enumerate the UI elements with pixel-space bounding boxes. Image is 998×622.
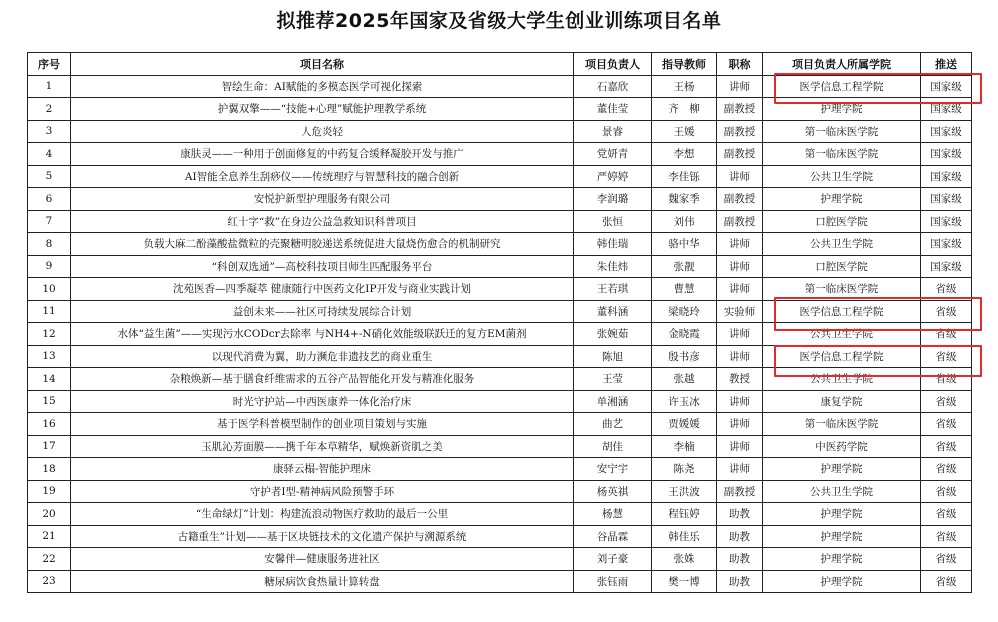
cell-level: 国家级 bbox=[921, 233, 972, 256]
cell-index: 17 bbox=[28, 435, 71, 458]
cell-title: 副教授 bbox=[717, 98, 763, 121]
cell-leader: 石嘉欣 bbox=[574, 75, 652, 98]
table-row bbox=[28, 278, 972, 301]
cell-index: 20 bbox=[28, 503, 71, 526]
table-row bbox=[28, 345, 972, 368]
cell-advisor: 贾媛媛 bbox=[652, 413, 717, 436]
cell-college: 护理学院 bbox=[763, 570, 921, 593]
page-title: 拟推荐2025年国家及省级大学生创业训练项目名单 bbox=[276, 10, 722, 32]
cell-advisor: 李佳铄 bbox=[652, 165, 717, 188]
cell-title: 讲师 bbox=[717, 165, 763, 188]
cell-advisor: 骆中华 bbox=[652, 233, 717, 256]
cell-project-name: 古籍重生”计划——基于区块链技术的文化遗产保护与溯源系统 bbox=[71, 525, 574, 548]
cell-title: 讲师 bbox=[717, 345, 763, 368]
table-row bbox=[28, 255, 972, 278]
cell-advisor: 王洪波 bbox=[652, 480, 717, 503]
cell-title: 副教授 bbox=[717, 143, 763, 166]
cell-advisor: 韩佳乐 bbox=[652, 525, 717, 548]
table-row bbox=[28, 548, 972, 571]
cell-level: 国家级 bbox=[921, 75, 972, 98]
cell-level: 省级 bbox=[921, 413, 972, 436]
cell-leader: 曲艺 bbox=[574, 413, 652, 436]
cell-college: 护理学院 bbox=[763, 548, 921, 571]
cell-leader: 胡佳 bbox=[574, 435, 652, 458]
cell-title: 助教 bbox=[717, 570, 763, 593]
cell-title: 助教 bbox=[717, 548, 763, 571]
cell-leader: 王莹 bbox=[574, 368, 652, 391]
cell-project-name: “科创双选通”—高校科技项目师生匹配服务平台 bbox=[71, 255, 574, 278]
cell-leader: 严婷婷 bbox=[574, 165, 652, 188]
cell-title: 副教授 bbox=[717, 188, 763, 211]
cell-index: 12 bbox=[28, 323, 71, 346]
cell-index: 22 bbox=[28, 548, 71, 571]
cell-project-name: 基于医学科普模型制作的创业项目策划与实施 bbox=[71, 413, 574, 436]
cell-level: 国家级 bbox=[921, 98, 972, 121]
cell-leader: 韩佳瑞 bbox=[574, 233, 652, 256]
cell-advisor: 张姝 bbox=[652, 548, 717, 571]
cell-level: 省级 bbox=[921, 368, 972, 391]
cell-college: 口腔医学院 bbox=[763, 210, 921, 233]
header-level: 推送 bbox=[921, 53, 972, 76]
cell-project-name: 红十字“救”在身边公益急救知识科普项目 bbox=[71, 210, 574, 233]
cell-index: 15 bbox=[28, 390, 71, 413]
cell-college: 护理学院 bbox=[763, 525, 921, 548]
cell-advisor: 张靓 bbox=[652, 255, 717, 278]
cell-college: 第一临床医学院 bbox=[763, 413, 921, 436]
cell-advisor: 梁晓玲 bbox=[652, 300, 717, 323]
cell-college: 第一临床医学院 bbox=[763, 143, 921, 166]
cell-college: 护理学院 bbox=[763, 503, 921, 526]
cell-college: 医学信息工程学院 bbox=[763, 75, 921, 98]
cell-index: 2 bbox=[28, 98, 71, 121]
cell-level: 省级 bbox=[921, 548, 972, 571]
cell-project-name: 护翼双擎——“技能+心理”赋能护理教学系统 bbox=[71, 98, 574, 121]
cell-advisor: 李楠 bbox=[652, 435, 717, 458]
cell-level: 国家级 bbox=[921, 165, 972, 188]
cell-title: 讲师 bbox=[717, 278, 763, 301]
header-leader: 项目负责人 bbox=[574, 53, 652, 76]
project-table bbox=[27, 52, 972, 593]
cell-level: 省级 bbox=[921, 278, 972, 301]
cell-leader: 董科涵 bbox=[574, 300, 652, 323]
cell-advisor: 王媛 bbox=[652, 120, 717, 143]
cell-advisor: 张越 bbox=[652, 368, 717, 391]
cell-advisor: 王杨 bbox=[652, 75, 717, 98]
table-row bbox=[28, 75, 972, 98]
cell-college: 公共卫生学院 bbox=[763, 233, 921, 256]
cell-level: 省级 bbox=[921, 435, 972, 458]
cell-college: 公共卫生学院 bbox=[763, 368, 921, 391]
table-row bbox=[28, 570, 972, 593]
cell-level: 省级 bbox=[921, 345, 972, 368]
cell-leader: 党妍青 bbox=[574, 143, 652, 166]
table-row bbox=[28, 525, 972, 548]
cell-level: 省级 bbox=[921, 570, 972, 593]
cell-college: 公共卫生学院 bbox=[763, 165, 921, 188]
cell-advisor: 许玉冰 bbox=[652, 390, 717, 413]
cell-level: 国家级 bbox=[921, 255, 972, 278]
cell-leader: 朱佳炜 bbox=[574, 255, 652, 278]
cell-title: 讲师 bbox=[717, 323, 763, 346]
cell-title: 讲师 bbox=[717, 255, 763, 278]
cell-project-name: 益创未来——社区可持续发展综合计划 bbox=[71, 300, 574, 323]
header-index: 序号 bbox=[28, 53, 71, 76]
cell-leader: 杨英祺 bbox=[574, 480, 652, 503]
cell-level: 省级 bbox=[921, 503, 972, 526]
cell-leader: 王若琪 bbox=[574, 278, 652, 301]
table-row bbox=[28, 233, 972, 256]
header-college: 项目负责人所属学院 bbox=[763, 53, 921, 76]
cell-title: 讲师 bbox=[717, 435, 763, 458]
cell-index: 21 bbox=[28, 525, 71, 548]
table-row bbox=[28, 480, 972, 503]
cell-leader: 单湘涵 bbox=[574, 390, 652, 413]
cell-college: 公共卫生学院 bbox=[763, 323, 921, 346]
table-row bbox=[28, 458, 972, 481]
cell-level: 省级 bbox=[921, 323, 972, 346]
cell-college: 护理学院 bbox=[763, 458, 921, 481]
cell-title: 讲师 bbox=[717, 458, 763, 481]
cell-leader: 安宁宇 bbox=[574, 458, 652, 481]
table-row bbox=[28, 143, 972, 166]
cell-project-name: 以现代消费为翼，助力濒危非遗技艺的商业重生 bbox=[71, 345, 574, 368]
cell-level: 省级 bbox=[921, 390, 972, 413]
cell-college: 康复学院 bbox=[763, 390, 921, 413]
cell-leader: 谷晶霖 bbox=[574, 525, 652, 548]
cell-advisor: 李想 bbox=[652, 143, 717, 166]
cell-college: 第一临床医学院 bbox=[763, 120, 921, 143]
cell-index: 10 bbox=[28, 278, 71, 301]
cell-index: 8 bbox=[28, 233, 71, 256]
cell-project-name: 安馨伴—健康服务进社区 bbox=[71, 548, 574, 571]
cell-leader: 董佳莹 bbox=[574, 98, 652, 121]
header-advisor: 指导教师 bbox=[652, 53, 717, 76]
cell-project-name: 沈苑医香—四季凝萃 健康随行中医药文化IP开发与商业实践计划 bbox=[71, 278, 574, 301]
cell-index: 9 bbox=[28, 255, 71, 278]
cell-college: 医学信息工程学院 bbox=[763, 345, 921, 368]
cell-index: 23 bbox=[28, 570, 71, 593]
cell-leader: 刘子豪 bbox=[574, 548, 652, 571]
cell-title: 教授 bbox=[717, 368, 763, 391]
cell-project-name: 玉肌沁芳面膜——携千年本草精华，赋焕新资肌之美 bbox=[71, 435, 574, 458]
cell-advisor: 曹慧 bbox=[652, 278, 717, 301]
cell-title: 实验师 bbox=[717, 300, 763, 323]
cell-leader: 张恒 bbox=[574, 210, 652, 233]
cell-level: 国家级 bbox=[921, 143, 972, 166]
cell-project-name: 时光守护站—中西医康养一体化治疗床 bbox=[71, 390, 574, 413]
cell-level: 省级 bbox=[921, 458, 972, 481]
cell-project-name: 糖尿病饮食热量计算转盘 bbox=[71, 570, 574, 593]
cell-advisor: 殷书彦 bbox=[652, 345, 717, 368]
cell-index: 19 bbox=[28, 480, 71, 503]
cell-index: 7 bbox=[28, 210, 71, 233]
cell-advisor: 齐 柳 bbox=[652, 98, 717, 121]
cell-index: 13 bbox=[28, 345, 71, 368]
header-project-name: 项目名称 bbox=[71, 53, 574, 76]
cell-project-name: AI智能全息养生刮痧仪——传统理疗与智慧科技的融合创新 bbox=[71, 165, 574, 188]
cell-index: 18 bbox=[28, 458, 71, 481]
cell-index: 4 bbox=[28, 143, 71, 166]
cell-college: 护理学院 bbox=[763, 188, 921, 211]
table-row bbox=[28, 210, 972, 233]
cell-leader: 李润璐 bbox=[574, 188, 652, 211]
table-row bbox=[28, 188, 972, 211]
cell-college: 中医药学院 bbox=[763, 435, 921, 458]
cell-index: 16 bbox=[28, 413, 71, 436]
cell-advisor: 陈尧 bbox=[652, 458, 717, 481]
cell-level: 国家级 bbox=[921, 210, 972, 233]
cell-project-name: 水体“益生菌”——实现污水CODcr去除率 与NH4+-N硝化效能级联跃迁的复方EM菌剂 bbox=[71, 323, 574, 346]
cell-level: 国家级 bbox=[921, 188, 972, 211]
cell-level: 省级 bbox=[921, 525, 972, 548]
cell-college: 口腔医学院 bbox=[763, 255, 921, 278]
header-row bbox=[28, 53, 972, 76]
cell-title: 助教 bbox=[717, 525, 763, 548]
cell-college: 医学信息工程学院 bbox=[763, 300, 921, 323]
cell-project-name: 康驿云榻-智能护理床 bbox=[71, 458, 574, 481]
table-row bbox=[28, 120, 972, 143]
table-row bbox=[28, 165, 972, 188]
cell-level: 省级 bbox=[921, 480, 972, 503]
cell-advisor: 刘伟 bbox=[652, 210, 717, 233]
cell-title: 副教授 bbox=[717, 210, 763, 233]
cell-project-name: 安悦护新型护理服务有限公司 bbox=[71, 188, 574, 211]
cell-index: 14 bbox=[28, 368, 71, 391]
cell-title: 讲师 bbox=[717, 75, 763, 98]
cell-advisor: 魏家季 bbox=[652, 188, 717, 211]
cell-project-name: 守护者Ⅰ型-精神病风险预警手环 bbox=[71, 480, 574, 503]
table-row bbox=[28, 413, 972, 436]
header-title: 职称 bbox=[717, 53, 763, 76]
cell-project-name: “生命绿灯”计划：构建流浪动物医疗救助的最后一公里 bbox=[71, 503, 574, 526]
cell-index: 6 bbox=[28, 188, 71, 211]
cell-title: 讲师 bbox=[717, 413, 763, 436]
cell-project-name: 人危炎轻 bbox=[71, 120, 574, 143]
table-row bbox=[28, 503, 972, 526]
cell-advisor: 樊一博 bbox=[652, 570, 717, 593]
cell-index: 1 bbox=[28, 75, 71, 98]
cell-index: 5 bbox=[28, 165, 71, 188]
cell-project-name: 负载大麻二酚藻酸盐微粒的壳聚糖明胶递送系统促进大鼠烧伤愈合的机制研究 bbox=[71, 233, 574, 256]
cell-title: 副教授 bbox=[717, 120, 763, 143]
cell-leader: 张婉茹 bbox=[574, 323, 652, 346]
cell-title: 讲师 bbox=[717, 390, 763, 413]
cell-college: 第一临床医学院 bbox=[763, 278, 921, 301]
cell-college: 公共卫生学院 bbox=[763, 480, 921, 503]
cell-level: 国家级 bbox=[921, 120, 972, 143]
cell-project-name: 智绘生命：AI赋能的多模态医学可视化探索 bbox=[71, 75, 574, 98]
cell-leader: 杨慧 bbox=[574, 503, 652, 526]
cell-advisor: 金晓霞 bbox=[652, 323, 717, 346]
cell-index: 3 bbox=[28, 120, 71, 143]
table-row bbox=[28, 323, 972, 346]
cell-index: 11 bbox=[28, 300, 71, 323]
cell-title: 助教 bbox=[717, 503, 763, 526]
cell-advisor: 程钰婷 bbox=[652, 503, 717, 526]
table-row bbox=[28, 435, 972, 458]
cell-leader: 景睿 bbox=[574, 120, 652, 143]
cell-project-name: 康肤灵——一种用于创面修复的中药复合缓释凝胶开发与推广 bbox=[71, 143, 574, 166]
cell-leader: 陈旭 bbox=[574, 345, 652, 368]
cell-college: 护理学院 bbox=[763, 98, 921, 121]
cell-leader: 张钰雨 bbox=[574, 570, 652, 593]
table-row bbox=[28, 368, 972, 391]
cell-title: 副教授 bbox=[717, 480, 763, 503]
cell-level: 省级 bbox=[921, 300, 972, 323]
table-row bbox=[28, 300, 972, 323]
table-row bbox=[28, 98, 972, 121]
cell-title: 讲师 bbox=[717, 233, 763, 256]
table-row bbox=[28, 390, 972, 413]
cell-project-name: 杂粮焕新—基于膳食纤维需求的五谷产品智能化开发与精准化服务 bbox=[71, 368, 574, 391]
